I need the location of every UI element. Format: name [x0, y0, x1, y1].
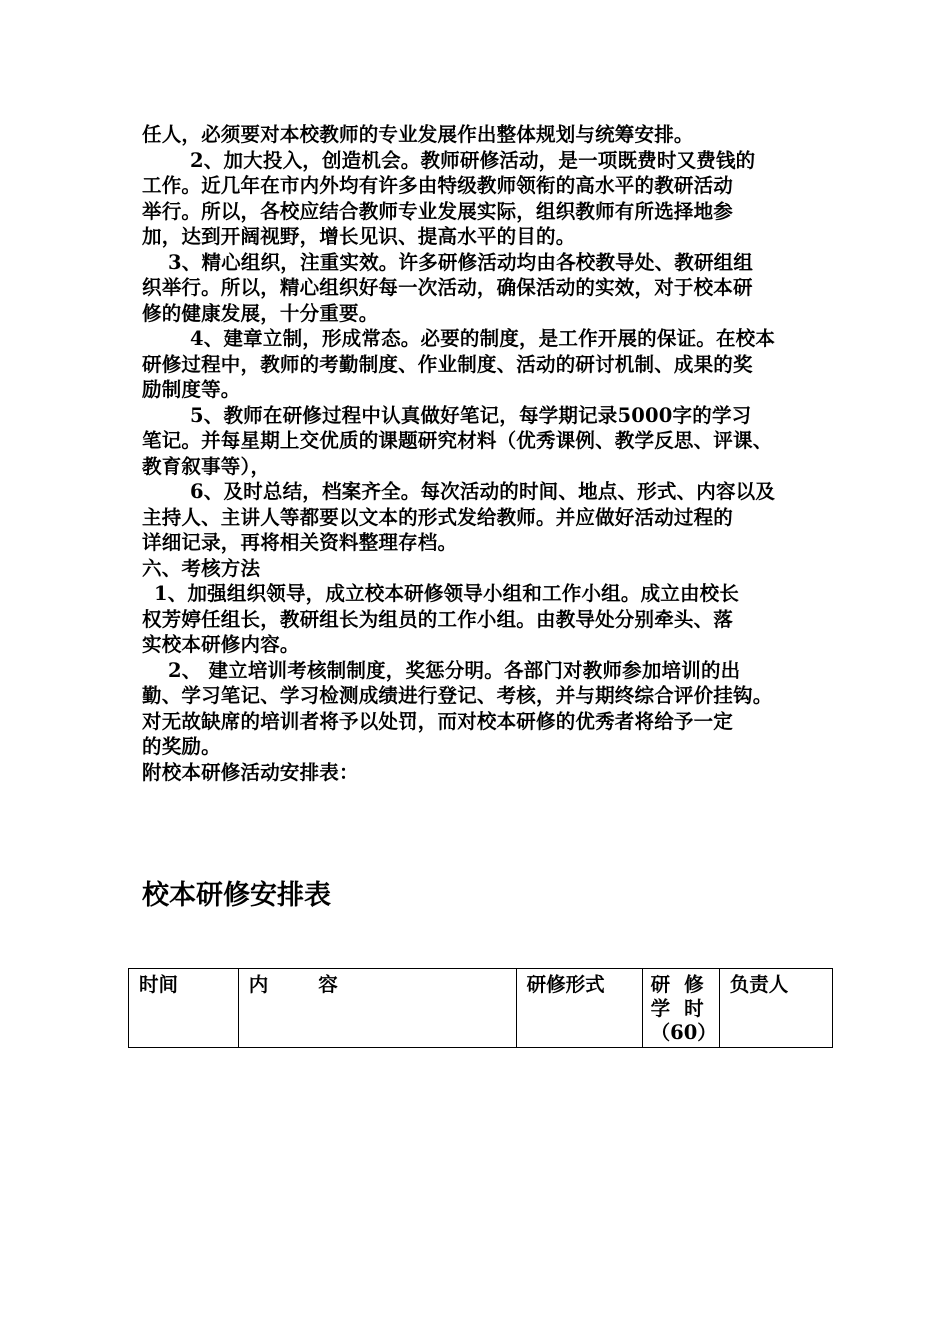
body-line: 笔记。并每星期上交优质的课题研究材料（优秀课例、教学反思、评课、 — [142, 429, 773, 452]
header-hours-line2: 学时 — [650, 997, 718, 1020]
table-title: 校本研修安排表 — [142, 880, 331, 911]
body-line: 加，达到开阔视野，增长见识、提高水平的目的。 — [142, 225, 576, 248]
body-line: 6、及时总结，档案齐全。每次活动的时间、地点、形式、内容以及 — [190, 480, 776, 503]
body-line: 的奖励。 — [142, 735, 221, 758]
body-line: 励制度等。 — [142, 378, 241, 401]
body-line: 详细记录，再将相关资料整理存档。 — [142, 531, 458, 554]
body-line: 附校本研修活动安排表： — [142, 760, 359, 784]
body-line: 权芳婷任组长，教研组长为组员的工作小组。由教导处分别牵头、落 — [142, 607, 734, 631]
body-line: 实校本研修内容。 — [142, 633, 300, 656]
header-hours-line1: 研修 — [650, 973, 718, 996]
body-line: 3、精心组织，注重实效。许多研修活动均由各校教导处、教研组组 — [168, 250, 754, 274]
body-line: 2、 建立培训考核制制度，奖惩分明。各部门对教师参加培训的出 — [168, 658, 741, 682]
body-line: 修的健康发展，十分重要。 — [142, 301, 379, 325]
body-text — [142, 122, 832, 785]
body-line: 勤、学习笔记、学习检测成绩进行登记、考核，并与期终综合评价挂钩。 — [142, 684, 773, 707]
header-hours — [642, 969, 719, 1048]
body-line: 5、教师在研修过程中认真做好笔记，每学期记录5000字的学习 — [190, 403, 752, 427]
schedule-table — [128, 968, 833, 1048]
header-owner: 负责人 — [719, 969, 832, 1048]
header-content: 内容 — [238, 969, 516, 1048]
body-line: 对无故缺席的培训者将予以处罚，而对校本研修的优秀者将给予一定 — [142, 709, 734, 733]
body-line: 举行。所以，各校应结合教师专业发展实际，组织教师有所选择地参 — [142, 199, 734, 223]
body-line: 4、建章立制，形成常态。必要的制度，是工作开展的保证。在校本 — [190, 327, 776, 350]
body-line: 教育叙事等）， — [142, 454, 271, 478]
header-hours-line3: （60） — [650, 1021, 717, 1044]
table-header-row — [129, 969, 833, 1048]
body-line: 2、加大投入，创造机会。教师研修活动，是一项既费时又费钱的 — [190, 148, 756, 172]
body-line: 织举行。所以，精心组织好每一次活动，确保活动的实效，对于校本研 — [142, 276, 753, 299]
body-line: 研修过程中，教师的考勤制度、作业制度、活动的研讨机制、成果的奖 — [142, 352, 753, 376]
body-line: 六、考核方法 — [142, 556, 261, 580]
header-form: 研修形式 — [516, 969, 642, 1048]
body-line: 主持人、主讲人等都要以文本的形式发给教师。并应做好活动过程的 — [142, 505, 734, 529]
body-line: 1、加强组织领导，成立校本研修领导小组和工作小组。成立由校长 — [154, 582, 740, 605]
body-line: 任人，必须要对本校教师的专业发展作出整体规划与统筹安排。 — [142, 123, 694, 146]
body-line: 工作。近几年在市内外均有许多由特级教师领衔的高水平的教研活动 — [142, 174, 734, 197]
header-time: 时间 — [129, 969, 239, 1048]
